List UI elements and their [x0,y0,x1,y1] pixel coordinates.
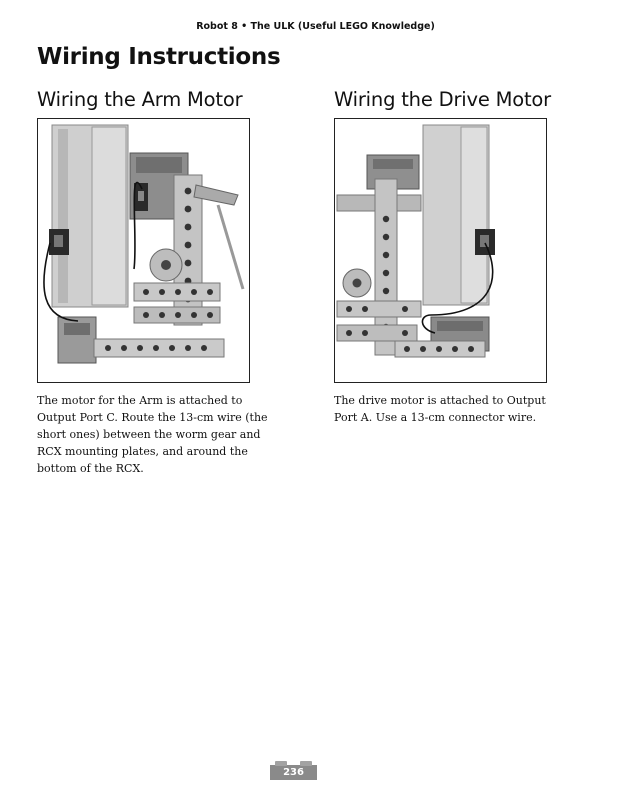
text-line: The motor for the Arm is attached to [37,394,243,407]
arm-motor-figure [37,118,250,383]
section-heading-drive-motor: Wiring the Drive Motor [334,88,551,111]
text-line: The drive motor is attached to Output [334,394,546,407]
section-heading-arm-motor: Wiring the Arm Motor [37,88,243,111]
page-number-badge [270,760,317,780]
arm-motor-description [37,392,268,477]
text-line: short ones) between the worm gear and [37,428,261,441]
page-title: Wiring Instructions [37,44,281,70]
lego-arm-motor-wiring-diagram-icon [38,119,249,382]
text-line: bottom of the RCX. [37,462,144,475]
lego-drive-motor-wiring-diagram-icon [335,119,546,382]
running-head: Robot 8 • The ULK (Useful LEGO Knowledge) [196,21,435,32]
text-line: RCX mounting plates, and around the [37,445,248,458]
drive-motor-description [334,392,554,426]
text-line: Port A. Use a 13-cm connector wire. [334,411,537,424]
text-line: Output Port C. Route the 13-cm wire (the [37,411,268,424]
page-number: 236 [283,767,304,778]
drive-motor-figure [334,118,547,383]
